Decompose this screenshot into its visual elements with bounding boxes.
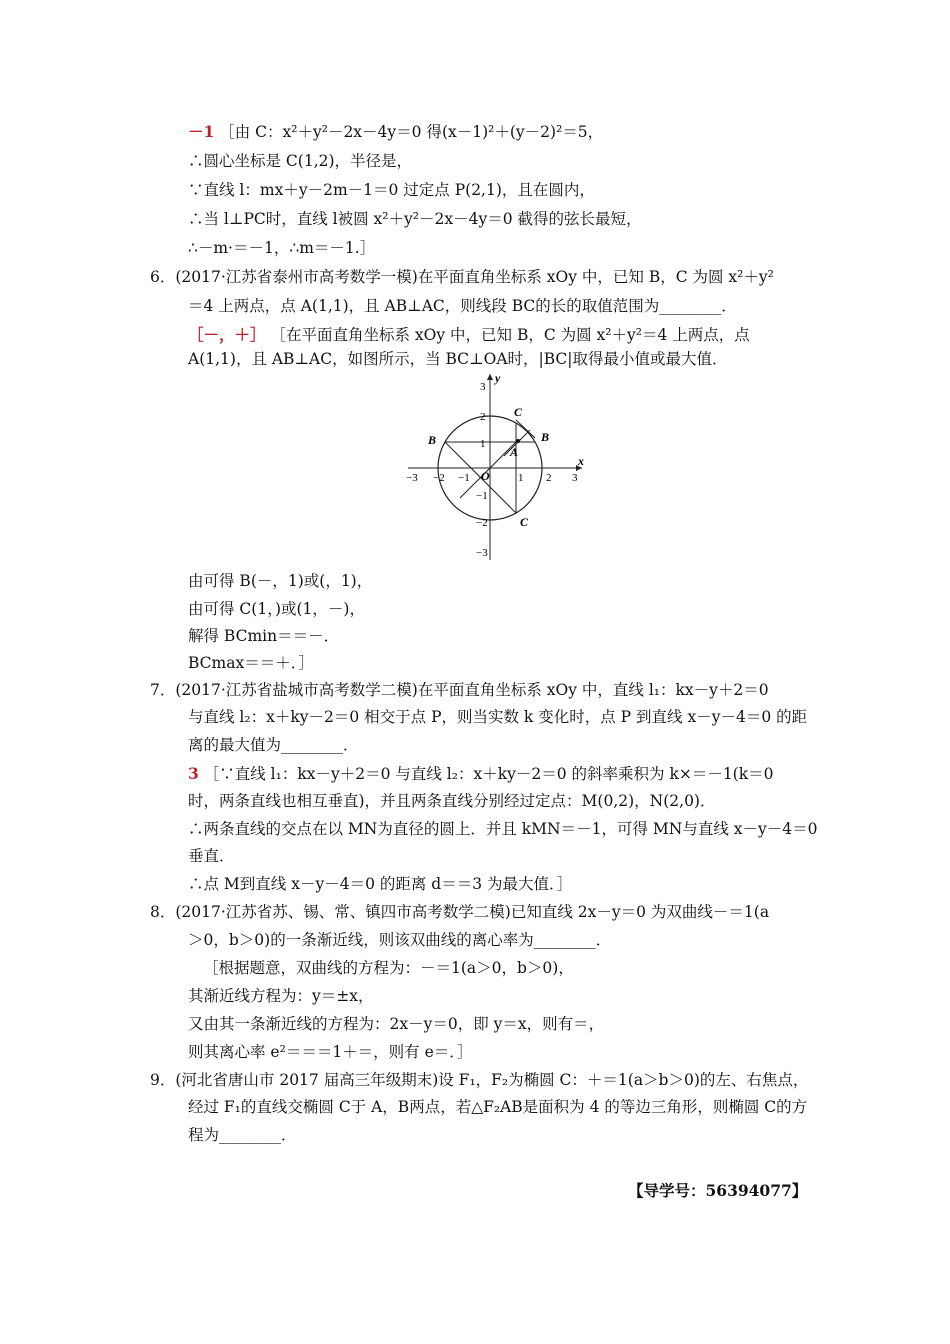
p6-answer: ［－，＋］	[188, 325, 266, 344]
p7-question-2: 与直线 l₂：x＋ky－2＝0 相交于点 P，则当实数 k 变化时，点 P 到直线 x－y－4＝0 的距	[188, 708, 808, 726]
study-code-label: 【导学号：56394077】	[628, 1181, 808, 1200]
p7-solution-4: 垂直．	[188, 847, 235, 865]
p8-question-2: ＞0，b＞0)的一条渐近线，则该双曲线的离心率为________．	[188, 931, 612, 949]
p7-solution-2: 时，两条直线也相互垂直)，并且两条直线分别经过定点：M(0,2)，N(2,0)．	[188, 792, 716, 810]
y-tick-1: 1	[480, 438, 486, 450]
p8-solution-2: 其渐近线方程为：y＝±x，	[188, 987, 374, 1005]
p6-solution-2: A(1,1)，且 AB⊥AC，如图所示，当 BC⊥OA时，|BC|取得最小值或最大值．	[188, 350, 728, 368]
p7-answer: 3	[188, 764, 199, 783]
p6-solution-4: 由可得 C(1，)或(1，－)，	[188, 600, 365, 618]
label-C-bottom: C	[520, 515, 529, 529]
p7-solution-1	[188, 764, 773, 784]
p8-question-1: 8．(2017·江苏省苏、锡、常、镇四市高考数学二模)已知直线 2x－y＝0 为双曲线－＝1(a	[150, 903, 770, 921]
p8-solution-3: 又由其一条渐近线的方程为：2x－y＝0，即 y＝x，则有＝，	[188, 1015, 605, 1033]
p9-question-2: 经过 F₁的直线交椭圆 C于 A，B两点，若△F₂AB是面积为 4 的等边三角形，则椭圆 C的方	[188, 1098, 808, 1116]
p6-question-1: 6．(2017·江苏省泰州市高考数学一模)在平面直角坐标系 xOy 中，已知 B，C 为圆 x²＋y²	[150, 268, 774, 286]
p6-solution-6: BCmax＝＝＋．］	[188, 654, 314, 672]
p7-question-3: 离的最大值为________．	[188, 736, 359, 754]
p5-solution-1: ［由 C：x²＋y²－2x－4y＝0 得(x－1)²＋(y－2)²＝5，	[219, 123, 604, 141]
p9-question-1: 9．(河北省唐山市 2017 届高三年级期末)设 F₁，F₂为椭圆 C：＋＝1(a＞b＞0)的左、右焦点，	[150, 1071, 809, 1089]
y-axis-arrow	[487, 374, 493, 380]
x-tick-neg2: −2	[433, 472, 445, 484]
origin-label: O	[481, 469, 490, 483]
y-tick-3: 3	[480, 381, 486, 393]
p7-question-1: 7．(2017·江苏省盐城市高考数学二模)在平面直角坐标系 xOy 中，直线 l₁：kx－y＋2＝0	[150, 681, 769, 699]
p6-question-2: ＝4 上两点，点 A(1,1)，且 AB⊥AC，则线段 BC的长的取值范围为________．	[188, 297, 737, 315]
y-tick-neg2: −2	[476, 517, 488, 529]
label-B-left: B	[428, 433, 437, 447]
y-axis-label: y	[495, 371, 501, 385]
p6-solution-5: 解得 BCmin＝＝－．	[188, 627, 340, 645]
p5-answer: －1	[188, 122, 215, 141]
x-tick-neg1: −1	[458, 472, 470, 484]
p5-solution-5: ∴－m·＝－1，∴m＝－1.］	[188, 239, 376, 257]
y-tick-2: 2	[480, 411, 486, 423]
p8-solution-1: ［根据题意，双曲线的方程为：－＝1(a＞0，b＞0)，	[203, 959, 574, 977]
point-A	[516, 439, 520, 443]
label-B-right: B	[541, 430, 550, 444]
p5-solution-2: ∴圆心坐标是 C(1,2)，半径是，	[188, 152, 413, 170]
p6-solution-1	[188, 325, 750, 345]
x-tick-1: 1	[518, 472, 524, 484]
x-axis-label: x	[578, 454, 584, 468]
p5-solution-4: ∴当 l⊥PC时，直线 l被圆 x²＋y²－2x－4y＝0 截得的弦长最短，	[188, 210, 642, 228]
x-tick-2: 2	[546, 472, 552, 484]
p8-solution-4: 则其离心率 e²＝＝＝1＋＝，则有 e＝．］	[188, 1043, 473, 1061]
p7-solution-text-1: ［∵直线 l₁：kx－y＋2＝0 与直线 l₂：x＋ky－2＝0 的斜率乘积为 k×＝－1(k＝0	[203, 765, 774, 783]
p7-solution-3: ∴两条直线的交点在以 MN为直径的圆上．并且 kMN＝－1，可得 MN与直线 x－y－4＝0	[188, 820, 818, 838]
p6-solution-text-1: ［在平面直角坐标系 xOy 中，已知 B，C 为圆 x²＋y²＝4 上两点，点	[270, 326, 750, 344]
p5-solution-3: ∵直线 l：mx＋y－2m－1＝0 过定点 P(2,1)，且在圆内，	[188, 181, 595, 199]
x-tick-3: 3	[572, 472, 578, 484]
x-tick-neg3: −3	[406, 472, 418, 484]
y-tick-neg3: −3	[476, 547, 488, 559]
circle-figure	[400, 368, 595, 568]
line-CB-upper	[516, 420, 535, 438]
p9-question-3: 程为________．	[188, 1126, 297, 1144]
p5-line-1	[188, 122, 603, 142]
p6-solution-3: 由可得 B(－，1)或(，1)，	[188, 572, 373, 590]
label-A: A	[510, 445, 519, 459]
y-tick-neg1: −1	[476, 490, 488, 502]
label-C-top: C	[514, 405, 523, 419]
p7-solution-5: ∴点 M到直线 x－y－4＝0 的距离 d＝＝3 为最大值．］	[188, 875, 573, 893]
